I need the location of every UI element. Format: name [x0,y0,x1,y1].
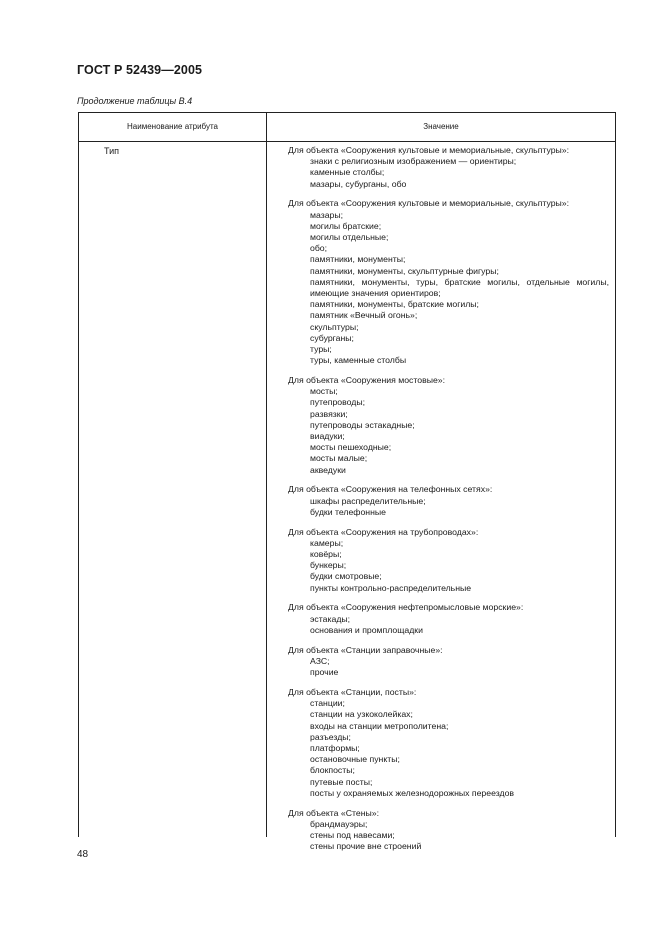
list-item: шкафы распределительные; [310,495,426,506]
list-item: акведуки [310,464,346,475]
list-item-wrapped [288,277,609,299]
list-item: мосты малые; [310,453,368,464]
attribute-name-cell: Тип [104,146,120,156]
list-item: пункты контрольно-распределительные [310,582,472,593]
list-item: блокпосты; [310,765,355,776]
list-item: эстакады; [310,613,351,624]
list-item: стены под навесами; [310,829,395,840]
group-title: Для объекта «Станции, посты»: [288,686,417,697]
value-cell [288,145,609,861]
group-title: Для объекта «Сооружения нефтепромысловые морские»: [288,602,524,613]
list-item: АЗС; [310,655,330,666]
value-group [288,602,609,636]
list-item: развязки; [310,408,348,419]
list-item: могилы отдельные; [310,232,389,243]
list-item: путепроводы; [310,397,366,408]
column-divider [266,113,267,837]
table-caption: Продолжение таблицы В.4 [77,96,193,106]
list-item: обо; [310,243,328,254]
group-title: Для объекта «Стены»: [288,807,379,818]
list-item: каменные столбы; [310,167,385,178]
group-title: Для объекта «Сооружения мостовые»: [288,375,446,386]
list-item: памятники, монументы, скульптурные фигуры; [310,265,499,276]
list-item: камеры; [310,537,344,548]
value-group [288,484,609,518]
list-item: бункеры; [310,560,347,571]
list-item: станции на узкоколейках; [310,709,413,720]
value-group [288,645,609,679]
group-title: Для объекта «Станции заправочные»: [288,644,443,655]
header-value: Значение [423,122,459,131]
value-group [288,527,609,594]
list-item: ковёры; [310,549,342,560]
list-item: остановочные пункты; [310,754,400,765]
list-item: памятники, монументы, туры, братские могилы, отдельные могилы, имеющие значения ориентиров; [310,276,609,299]
list-item: будки телефонные [310,506,386,517]
list-item: туры; [310,344,332,355]
value-group [288,687,609,799]
list-item: станции; [310,698,345,709]
list-item: платформы; [310,742,360,753]
page-number: 48 [77,849,89,860]
list-item: мазары; [310,209,344,220]
list-item: будки смотровые; [310,571,382,582]
table-header-row [79,113,615,142]
document-title: ГОСТ Р 52439—2005 [77,63,203,77]
list-item: мосты пешеходные; [310,442,392,453]
value-group [288,198,609,366]
list-item: скульптуры; [310,321,359,332]
group-title: Для объекта «Сооружения на телефонных сетях»: [288,484,493,495]
list-item: памятники, монументы; [310,254,406,265]
list-item: входы на станции метрополитена; [310,720,449,731]
list-item: брандмауэры; [310,818,368,829]
list-item: знаки с религиозным изображением — ориентиры; [310,156,517,167]
list-item: путевые посты; [310,776,373,787]
list-item: мазары, субурганы, обо [310,178,407,189]
attribute-table [78,112,616,852]
group-title: Для объекта «Сооружения культовые и мемориальные, скульптуры»: [288,198,570,209]
group-title: Для объекта «Сооружения культовые и мемориальные, скульптуры»: [288,145,570,155]
value-group [288,145,609,190]
list-item: прочие [310,667,339,678]
list-item: памятники, монументы, братские могилы; [310,299,479,310]
list-item: субурганы; [310,332,354,343]
list-item: виадуки; [310,431,345,442]
group-title: Для объекта «Сооружения на трубопроводах»: [288,526,479,537]
list-item: разъезды; [310,731,351,742]
list-item: туры, каменные столбы [310,355,407,366]
list-item: мосты; [310,386,338,397]
list-item: основания и промплощадки [310,624,423,635]
list-item: стены прочие вне строений [310,841,422,852]
value-group [288,808,609,853]
value-group [288,375,609,476]
list-item: посты у охраняемых железнодорожных переездов [310,787,515,798]
list-item: могилы братские; [310,220,382,231]
header-attribute-name: Наименование атрибута [127,122,218,131]
list-item: путепроводы эстакадные; [310,419,415,430]
list-item: памятник «Вечный огонь»; [310,310,418,321]
